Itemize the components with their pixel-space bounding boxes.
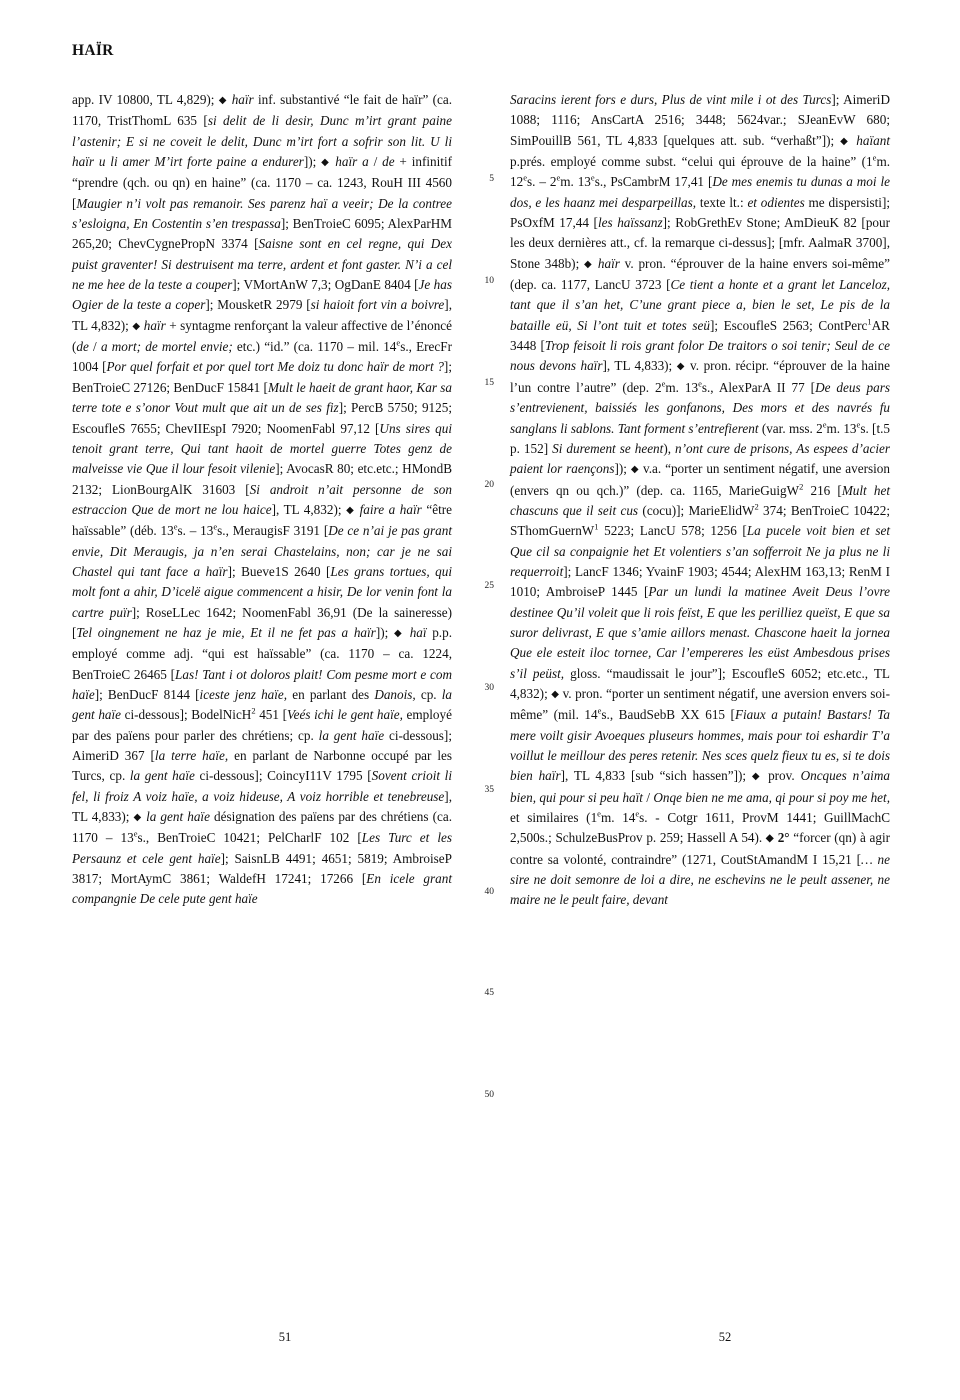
line-number: 10 bbox=[484, 276, 494, 287]
column-left bbox=[72, 90, 452, 910]
line-number: 20 bbox=[484, 479, 494, 490]
column-right-text: Saracins ierent fors e durs, Plus de vint mile i ot des Turcs]; AimeriD 1088; 1116; AnsCartA 2516; 3448; 5624var.; SJeanEvW 680; SimPouillB 561, TL 4,833 [quelques att. sub. “verhaßt”]); ◆ haïant p.prés. employé comme subst. “celui qui éprouve de la haine” (1em. 12es. – 2em. 13es., PsCambrM 17,41 [De mes enemis tu dunas a moi le dos, e les haanz mei desparpeillas, texte lt.: et odientes me dispersisti]; PsOxfM 17,44 [les haïssanz]; RobGrethEv Stone; AmDieuK 82 [pour les deux dernières att., cf. la remarque ci-dessus]; [mfr. AalmaR 3700], Stone 348b); ◆ haïr v. pron. “éprouver de la haine envers soi-même” (dep. ca. 1177, LancU 3723 [Ce tient a honte et a grant let Lanceloz, tant que il s’an het, C’une grant piece a, bien le set, Le pis de la bataille eü, Si l’ont tuit et totes seü]; EscoufleS 2563; ContPerc$^1$AR 3448 [Trop feisoit li rois grant folor De traitors o soi tenir; Seul de ce nous devons haïr], TL 4,833); ◆ v. pron. récipr. “éprouver de la haine l’un contre l’autre” (dep. 2em. 13es., AlexParA II 77 [De deus pars s’entrevienent, baissiés les gonfanons, Des mors et des navrés fu sanglans li sablons. Tant forment s’entrefierent (var. mss. 2em. 13es. [t.5 p. 152] Si durement se heent), n’ont cure de prisons, As espees d’acier paient lor raençons]); ◆ v.a. “porter un sentiment négatif, une aversion (envers qn ou qch.)” (dep. ca. 1165, MarieGuigW$^2$ 216 [Mult het chascuns que il seit cus (cocu)]; MarieElidW$^2$ 374; BenTroieC 10422; SThomGuernW$^1$ 5223; LancU 578; 1256 [La pucele voit bien et set Que cil sa conpaignie het Et volentiers s’an sofferroit Ne ja plus ne li requerroit]; LancF 1346; YvainF 1903; 4544; AlexHM 163,13; RenM I 1010; AmbroiseP 1445 [Par un lundi la matinee Aveit Deus l’ovre destinee Qu’il voleit que li rois feïst, E que les perilliez queïst, E que sa suror delivrast, E que s’amie aillors menast. Chascone haeit la jornea Que ele esteit iloc tornee, Car l’empereres les eüst Ambesdous prises s’il peüst, gloss. “maudissait le jour”]; EscoufleS 6052; etc.etc., TL 4,832); ◆ v. pron. “porter un sentiment négatif, une aversion envers soi-même” (mil. 14es., BaudSebB XX 615 [Fiaux a putain! Bastars! Ta mere voilt gisir Avoeques pluseurs hommes, mais pour toi eshardir T’a voillut le meillour des peres retenir. Nes sces quelz fieux tu es, si te dois bien haïr], TL 4,833 [sub “sich hassen”]); ◆ prov. Oncques n’aima bien, qui pour si peu haït / Onqe bien ne me ama, qi pour si poy me het, et similaires (1em. 14es. - Cotgr 1611, ProvM 1441; GuillMachC 2,500s.; SchulzeBusProv p. 259; Hassell A 54). ◆ 2° “forcer (qn) à agir contre sa volonté, contraindre” (1271, CoutStAmandM I 15,21 [… ne sire ne doit semonre de loi a dire, ne eschevins ne le peult assener, ne maire ne le peult faire, devant bbox=[510, 92, 891, 908]
line-number: 5 bbox=[489, 174, 494, 185]
line-number: 15 bbox=[484, 377, 494, 388]
running-head: HAÏR bbox=[72, 42, 114, 59]
line-number: 50 bbox=[484, 1090, 494, 1101]
column-left-text: app. IV 10800, TL 4,829); ◆ haïr inf. substantivé “le fait de haïr” (ca. 1170, TristThomL 635 [si delit de li desir, Dunc m’irt grant paine l’astenir; E si ne coveit le delit, Dunc m’irt fort a sofrir son lit. U li haïr u li amer M’irt forte paine a endurer]); ◆ haïr a / de + infinitif “prendre (qch. ou qn) en haine” (ca. 1170 – ca. 1243, RouH III 4560 [Maugier n’i volt pas remanoir. Ses parenz haï a veeir; De la contree s’esloigna, En Costentin s’en trespassa]; BenTroieC 6095; AlexParHM 265,20; ChevCygnePropN 3374 [Saisne sont en cel regne, qui Dex puist graventer! Si destruisent ma terre, ardent et font gaster. N’i a cel ne me hee de la teste a couper]; VMortAnW 7,3; OgDanE 8404 [Je has Ogier de la teste a coper]; MousketR 2979 [si haioit fort vin a boivre], TL 4,832); ◆ haïr + syntagme renforçant la valeur affective de l’énoncé (de / a mort; de mortel envie; etc.) “id.” (ca. 1170 – mil. 14es., ErecFr 1004 [Por quel forfait et por quel tort Me doiz tu donc haïr de mort ?]; BenTroieC 27126; BenDucF 15841 [Mult le haeit de grant haor, Kar sa terre tote e s’onor Vout mult que ait un de ses fiz]; PercB 5750; 9125; EscoufleS 7655; ChevIIEspI 7920; NoomenFabl 97,12 [Uns sires qui tenoit grant terre, Qui tant haoit de mortel guerre Totes genz de malveisse vie Que il lour fesoit vilenie]; AvocasR 80; etc.etc.; HMondB 2132; LionBourgAlK 31603 [Si androit n’ait personne de son estraccion Que de mort ne lou haice], TL 4,832); ◆ faire a haïr “être haïssable” (déb. 13es. – 13es., MeraugisF 3191 [De ce n’ai je pas grant envie, Dit Meraugis, ja n’en serai Chastelains, non; car je ne sai Chastel qui tant face a haïr]; Bueve1S 2640 [Les grans tortues, qui molt font a ahir, D’icelë aigue commencent a hisir, De lor venin font la cartre puïr]; RoseLLec 1642; NoomenFabl 36,91 (De la saineresse) [Tel oingnement ne haz je mie, Et il ne fet pas a haïr]); ◆ haï p.p. employé comme adj. “qui est haïssable” (ca. 1170 – ca. 1224, BenTroieC 26465 [Las! Tant i ot doloros plait! Com pesme mort e com haïe]; BenDucF 8144 [iceste jenz haïe, en parlant des Danois, cp. la gent haïe ci-dessous]; BodelNicH$^2$ 451 [Veés ichi le gent haïe, employé par des païens pour parler des chrétiens; cp. la gent haïe ci-dessous]; AimeriD 367 [la terre haïe, en parlant de Narbonne occupé par les Turcs, cp. la gent haïe ci-dessous]; CoincyI11V 1795 [Sovent crioit li fel, li froiz A voiz haïe, a voiz hideuse, A voiz horrible et tenebreuse], TL 4,833); ◆ la gent haïe désignation des païens par des chrétiens (ca. 1170 – 13es., BenTroieC 10421; PelCharlF 102 [Les Turc et les Persaunz et cele gent haïe]; SaisnLB 4491; 4651; 5819; AmbroiseP 3817; MortAymC 3861; WaldefH 17241; 17266 [En icele grant compangnie De cele pute gent haïe bbox=[72, 92, 453, 907]
line-number: 30 bbox=[484, 683, 494, 694]
line-number: 35 bbox=[484, 784, 494, 795]
folio-number-left: 51 bbox=[278, 1330, 292, 1344]
line-number: 40 bbox=[484, 886, 494, 897]
column-right bbox=[510, 90, 890, 911]
folio-number-right: 52 bbox=[718, 1330, 732, 1344]
line-number: 25 bbox=[484, 581, 494, 592]
line-number: 45 bbox=[484, 988, 494, 999]
text-columns bbox=[72, 90, 890, 1305]
